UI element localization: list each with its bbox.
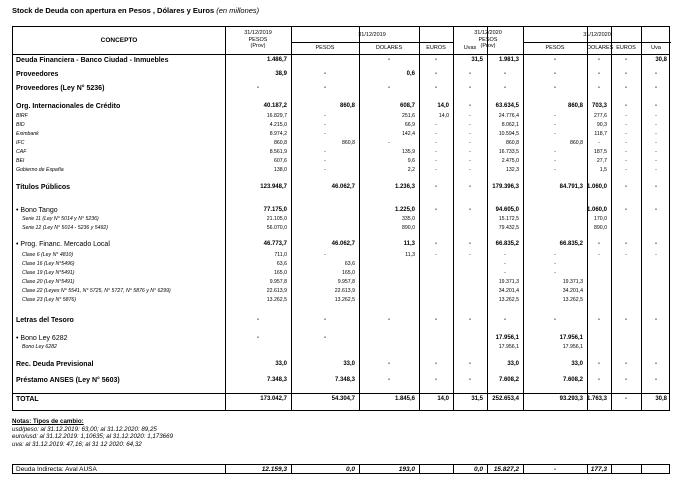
header-total-2019: 31/12/2019 PESOS (Prov)	[244, 30, 272, 49]
subheader-2020: PESOS	[545, 45, 565, 51]
table-cell: -	[655, 122, 657, 128]
indirect-cell: 0,0	[345, 466, 355, 473]
row-label: Títulos Públicos	[16, 184, 71, 191]
table-cell: 16.733,5	[498, 149, 519, 155]
table-cell: 31,5	[471, 396, 483, 402]
table-cell: 93.293,3	[559, 396, 583, 402]
table-cell: -	[625, 241, 627, 247]
table-cell: -	[469, 207, 471, 213]
table-cell: -	[435, 71, 437, 77]
row-label: Clase 6 (Ley N° 4810)	[22, 252, 74, 258]
table-cell: -	[504, 317, 506, 323]
table-cell: 31,5	[471, 57, 483, 63]
table-cell: -	[435, 57, 437, 63]
table-cell: 46.062,7	[331, 241, 355, 247]
table-cell: 703,3	[591, 103, 607, 109]
table-cell: 33,0	[507, 361, 519, 367]
table-cell: -	[469, 85, 471, 91]
subheader-2019: PESOS	[315, 45, 335, 51]
table-cell: -	[435, 317, 437, 323]
table-cell: -	[324, 85, 326, 91]
row-label: Clase 23 (Ley N° 5876)	[22, 297, 76, 303]
table-cell: -	[625, 57, 627, 63]
indirect-label: Deuda Indirecta: Aval AUSA	[16, 466, 97, 473]
table-cell: -	[469, 184, 471, 190]
table-cell: -	[435, 167, 437, 173]
table-cell: 56.070,0	[266, 225, 287, 231]
table-cell: 608,7	[399, 103, 415, 109]
table-cell: 0,6	[406, 71, 415, 77]
table-cell: -	[504, 252, 506, 258]
table-cell: -	[655, 103, 657, 109]
table-cell: -	[625, 140, 627, 146]
table-cell: 10.594,5	[498, 131, 519, 137]
table-cell: 46.773,7	[263, 241, 287, 247]
table-cell: 173.042,7	[260, 396, 287, 402]
row-label: Proveedores (Ley N° 5236)	[16, 85, 105, 92]
table-cell: -	[625, 361, 627, 367]
table-cell: -	[504, 71, 506, 77]
table-cell: 79.432,5	[498, 225, 519, 231]
table-cell: 8.974,2	[269, 131, 287, 137]
table-cell: 19.371,3	[498, 279, 519, 285]
table-cell: -	[324, 71, 326, 77]
table-cell: -	[655, 377, 657, 383]
table-cell: 7.348,3	[266, 377, 287, 383]
table-cell: -	[324, 158, 326, 164]
table-cell: 860,8	[339, 103, 355, 109]
table-cell: -	[554, 122, 556, 128]
notes-title: Notas: Tipos de cambio:	[12, 418, 84, 425]
table-cell: -	[435, 131, 437, 137]
row-label: Clase 20 (Ley N°5491)	[22, 279, 75, 285]
table-cell: -	[655, 85, 657, 91]
table-cell: -	[435, 158, 437, 164]
table-cell: 165,0	[342, 270, 355, 276]
table-cell: -	[655, 241, 657, 247]
table-cell: -	[388, 361, 390, 367]
table-cell: 1.981,3	[498, 57, 519, 63]
table-cell: -	[324, 149, 326, 155]
row-label: Rec. Deuda Previsional	[16, 361, 94, 368]
table-cell: -	[324, 335, 326, 341]
row-label: Clase 22 (Leyes N° 5541, N° 5725, N° 5727, N° 5876 y N° 6299)	[22, 288, 171, 294]
table-cell: -	[554, 317, 556, 323]
table-cell: -	[625, 158, 627, 164]
table-cell: 33,0	[571, 361, 583, 367]
indirect-cell: 0,0	[473, 466, 483, 473]
table-cell: -	[598, 317, 600, 323]
row-label: • Bono Ley 6282	[16, 335, 68, 342]
table-cell: 13.262,5	[562, 297, 583, 303]
table-cell: 63.634,5	[495, 103, 519, 109]
table-cell: -	[598, 361, 600, 367]
table-cell: 252.653,4	[492, 396, 519, 402]
table-cell: -	[469, 122, 471, 128]
table-cell: 84.791,3	[559, 184, 583, 190]
header-date-2019: 31/12/2019	[358, 32, 386, 38]
page-title	[12, 6, 259, 15]
table-cell: -	[257, 335, 259, 341]
table-cell: 1.763,3	[587, 396, 608, 402]
table-cell: 33,0	[343, 361, 355, 367]
table-cell: 34.201,4	[498, 288, 519, 294]
table-cell: 30,8	[655, 396, 667, 402]
header-total-2020: 31/12/2020 PESOS (Prov)	[474, 30, 502, 49]
table-cell: -	[655, 184, 657, 190]
table-cell: -	[554, 85, 556, 91]
table-cell: 9.957,8	[269, 279, 287, 285]
table-cell: -	[625, 184, 627, 190]
table-cell: 860,8	[342, 140, 355, 146]
notes-line: euro/usd: al 31.12.2019: 1,10635; al 31.12.2020: 1,173669	[12, 433, 174, 441]
table-cell: 17.956,1	[495, 335, 519, 341]
table-cell: -	[435, 241, 437, 247]
table-cell: -	[554, 167, 556, 173]
table-cell: -	[625, 149, 627, 155]
table-cell: 132,3	[506, 167, 519, 173]
table-cell: 22.613,9	[334, 288, 355, 294]
table-cell: 170,0	[594, 216, 607, 222]
table-cell: 40.187,2	[263, 103, 287, 109]
table-cell: -	[469, 167, 471, 173]
table-cell: -	[655, 131, 657, 137]
debt-table	[12, 26, 670, 411]
table-cell: -	[388, 140, 390, 146]
table-cell: 1.486,7	[266, 57, 287, 63]
table-cell: 2,2	[407, 167, 415, 173]
table-cell: -	[469, 361, 471, 367]
table-cell: -	[257, 85, 259, 91]
table-cell: -	[598, 252, 600, 258]
table-cell: 13.262,5	[266, 297, 287, 303]
table-cell: -	[257, 317, 259, 323]
table-cell: 335,0	[402, 216, 415, 222]
table-cell: 13.262,5	[334, 297, 355, 303]
table-cell: -	[469, 113, 471, 119]
subheader-2020: Uva	[651, 45, 661, 51]
row-label: CAF	[16, 149, 27, 155]
table-cell: -	[655, 113, 657, 119]
table-cell: 54.304,7	[331, 396, 355, 402]
table-cell: -	[324, 122, 326, 128]
table-cell: -	[469, 317, 471, 323]
table-cell: 165,0	[274, 270, 287, 276]
table-cell: 8.561,9	[269, 149, 287, 155]
table-cell: -	[554, 270, 556, 276]
table-cell: -	[625, 122, 627, 128]
row-label: TOTAL	[16, 396, 39, 403]
table-cell: -	[625, 207, 627, 213]
table-cell: -	[554, 158, 556, 164]
indirect-cell: 15.827,2	[493, 466, 519, 473]
table-cell: 138,0	[274, 167, 287, 173]
table-cell: 90,3	[596, 122, 607, 128]
table-cell: 7.608,2	[562, 377, 583, 383]
table-cell: -	[469, 149, 471, 155]
table-cell: -	[554, 57, 556, 63]
table-cell: -	[504, 270, 506, 276]
table-cell: 860,8	[274, 140, 287, 146]
table-cell: 19.371,3	[562, 279, 583, 285]
row-label: • Bono Tango	[16, 207, 58, 214]
table-cell: -	[324, 317, 326, 323]
subheader-divider	[291, 42, 453, 43]
table-cell: 16.829,7	[266, 113, 287, 119]
table-cell: -	[625, 103, 627, 109]
table-cell: -	[625, 85, 627, 91]
table-cell: 1.060,0	[587, 207, 608, 213]
table-cell: -	[504, 85, 506, 91]
table-cell: -	[598, 140, 600, 146]
table-cell: -	[435, 361, 437, 367]
table-cell: 33,0	[275, 361, 287, 367]
table-cell: 14,0	[438, 113, 449, 119]
table-cell: 77.175,0	[263, 207, 287, 213]
table-cell: -	[655, 167, 657, 173]
subheader-2020: EUROS	[616, 45, 636, 51]
table-cell: 30,8	[655, 57, 667, 63]
row-label: BID	[16, 122, 25, 128]
table-cell: -	[554, 149, 556, 155]
table-cell: -	[469, 252, 471, 258]
table-cell: 14,0	[437, 396, 449, 402]
indirect-cell: -	[553, 466, 557, 473]
row-label: Org. Internacionales de Crédito	[16, 103, 121, 110]
subheader-2020: DOLARES	[587, 45, 614, 51]
table-cell: 22.613,9	[266, 288, 287, 294]
table-cell: -	[655, 207, 657, 213]
table-cell: -	[435, 149, 437, 155]
subheader-2019: DOLARES	[375, 45, 403, 51]
table-cell: 63,6	[276, 261, 287, 267]
row-label: • Prog. Financ. Mercado Local	[16, 241, 110, 248]
row-label: Eximbank	[16, 131, 39, 137]
table-cell: 24.776,4	[498, 113, 519, 119]
table-cell: -	[625, 252, 627, 258]
row-label: Serie 11 (Ley N° 5014 y N° 5236)	[22, 216, 99, 222]
table-cell: -	[388, 57, 390, 63]
subheader-2019: EUROS	[426, 45, 446, 51]
table-cell: 11,3	[403, 241, 415, 247]
table-cell: 9,6	[407, 158, 415, 164]
table-cell: 142,4	[402, 131, 415, 137]
table-cell: -	[625, 377, 627, 383]
table-cell: 27,7	[596, 158, 607, 164]
table-cell: 7.348,3	[334, 377, 355, 383]
table-cell: -	[388, 317, 390, 323]
row-label: Deuda Financiera - Banco Ciudad - Inmuebles	[16, 57, 169, 64]
title-main: Stock de Deuda con apertura en Pesos , Dólares y Euros	[12, 6, 215, 15]
table-cell: -	[655, 71, 657, 77]
table-cell: 860,8	[567, 103, 583, 109]
row-label: BIRF	[16, 113, 28, 119]
header-divider	[13, 54, 669, 55]
table-cell: 21.105,0	[266, 216, 287, 222]
table-cell: -	[655, 252, 657, 258]
exchange-notes	[12, 418, 173, 448]
table-cell: -	[469, 377, 471, 383]
row-label: Clase 16 (Ley N°5496)	[22, 261, 75, 267]
table-cell: 890,0	[594, 225, 607, 231]
table-cell: -	[469, 140, 471, 146]
table-cell: 66.835,2	[559, 241, 583, 247]
table-cell: -	[435, 252, 437, 258]
table-cell: 14,0	[437, 103, 449, 109]
table-cell: -	[388, 377, 390, 383]
indirect-cell: 177,3	[590, 466, 607, 473]
table-cell: 17.956,1	[562, 344, 583, 350]
table-cell: 8.062,1	[501, 122, 519, 128]
table-cell: 135,9	[402, 149, 415, 155]
table-cell: -	[655, 158, 657, 164]
table-cell: -	[655, 149, 657, 155]
table-cell: 860,8	[570, 140, 583, 146]
table-cell: 13.262,5	[498, 297, 519, 303]
table-cell: -	[324, 252, 326, 258]
table-cell: -	[655, 317, 657, 323]
title-unit: (en millones)	[216, 6, 260, 15]
table-cell: -	[435, 207, 437, 213]
indirect-cell: 193,0	[398, 466, 415, 473]
table-cell: 123.948,7	[260, 184, 287, 190]
table-cell: 66.835,2	[495, 241, 519, 247]
subheader-divider	[523, 42, 671, 43]
indirect-debt-row	[12, 464, 670, 474]
column-divider	[611, 465, 612, 473]
table-cell: -	[469, 71, 471, 77]
table-cell: -	[598, 57, 600, 63]
table-cell: -	[324, 131, 326, 137]
table-cell: 4.215,0	[269, 122, 287, 128]
table-cell: 1,5	[599, 167, 607, 173]
table-cell: -	[435, 85, 437, 91]
table-cell: 1.236,3	[394, 184, 415, 190]
table-cell: -	[625, 131, 627, 137]
table-cell: 15.172,5	[498, 216, 519, 222]
table-cell: 66,9	[404, 122, 415, 128]
row-label: Proveedores	[16, 71, 59, 78]
notes-line: usd/peso: al 31.12.2019: 63,00; al 31.12.2020: 89,25	[12, 425, 157, 433]
table-cell: 277,6	[594, 113, 607, 119]
table-cell: -	[435, 184, 437, 190]
indirect-cell: 12.159,3	[261, 466, 287, 473]
table-cell: -	[598, 85, 600, 91]
table-cell: 860,8	[506, 140, 519, 146]
table-cell: -	[469, 158, 471, 164]
table-cell: -	[554, 113, 556, 119]
table-cell: 890,0	[402, 225, 415, 231]
row-label: Letras del Tesoro	[16, 317, 74, 324]
table-cell: -	[655, 140, 657, 146]
table-cell: 17.956,1	[498, 344, 519, 350]
table-cell: 94.605,0	[495, 207, 519, 213]
table-cell: -	[324, 167, 326, 173]
table-cell: -	[504, 261, 506, 267]
table-cell: 17.956,1	[559, 335, 583, 341]
table-cell: 179.396,3	[492, 184, 519, 190]
table-cell: 63,6	[344, 261, 355, 267]
table-cell: -	[625, 317, 627, 323]
row-label: Clase 19 (Ley N°5491)	[22, 270, 75, 276]
table-cell: 607,6	[274, 158, 287, 164]
table-cell: 711,0	[274, 252, 287, 258]
table-cell: -	[554, 71, 556, 77]
row-label: Serie 12 (Ley N° 5014 - 5236 y 5492)	[22, 225, 108, 231]
table-cell: -	[625, 396, 627, 402]
table-cell: -	[469, 241, 471, 247]
table-cell: -	[625, 167, 627, 173]
table-cell: -	[469, 131, 471, 137]
table-cell: 187,5	[594, 149, 607, 155]
row-label: BEI	[16, 158, 25, 164]
row-label: IFC	[16, 140, 25, 146]
table-cell: -	[598, 241, 600, 247]
table-cell: -	[435, 122, 437, 128]
table-cell: 7.608,2	[498, 377, 519, 383]
table-cell: 11,3	[405, 252, 415, 258]
header-concepto: CONCEPTO	[100, 37, 138, 44]
column-divider	[419, 465, 420, 473]
table-cell: -	[435, 377, 437, 383]
table-cell: -	[625, 71, 627, 77]
row-label: Bono Ley 6282	[22, 344, 57, 350]
table-cell: 1.060,0	[587, 184, 608, 190]
table-cell: -	[435, 140, 437, 146]
table-cell: 46.062,7	[331, 184, 355, 190]
table-cell: 2.475,0	[501, 158, 519, 164]
row-label: Préstamo ANSES (Ley N° 5603)	[16, 377, 120, 384]
table-cell: -	[625, 113, 627, 119]
table-cell: 9.957,8	[337, 279, 355, 285]
table-cell: -	[554, 261, 556, 267]
notes-line: uva: al 31.12.2019: 47,16; al 31 12 2020: 64,32	[12, 440, 142, 448]
table-cell: 118,7	[594, 131, 607, 137]
table-cell: -	[598, 377, 600, 383]
table-cell: 38,9	[275, 71, 287, 77]
table-cell: 251,6	[402, 113, 415, 119]
row-label: Gobierno de España	[16, 167, 64, 173]
table-cell: -	[598, 71, 600, 77]
subheader-2019: Uvas	[463, 45, 477, 51]
table-cell: 34.201,4	[562, 288, 583, 294]
table-cell: 1.845,6	[394, 396, 415, 402]
header-date-2020: 31/12/2020	[583, 32, 611, 38]
column-divider	[641, 465, 642, 473]
table-cell: -	[655, 361, 657, 367]
table-cell: 1.225,0	[394, 207, 415, 213]
total-divider	[13, 393, 669, 394]
table-cell: -	[554, 252, 556, 258]
table-cell: -	[469, 103, 471, 109]
table-cell: -	[324, 113, 326, 119]
table-cell: -	[388, 85, 390, 91]
table-cell: -	[554, 131, 556, 137]
